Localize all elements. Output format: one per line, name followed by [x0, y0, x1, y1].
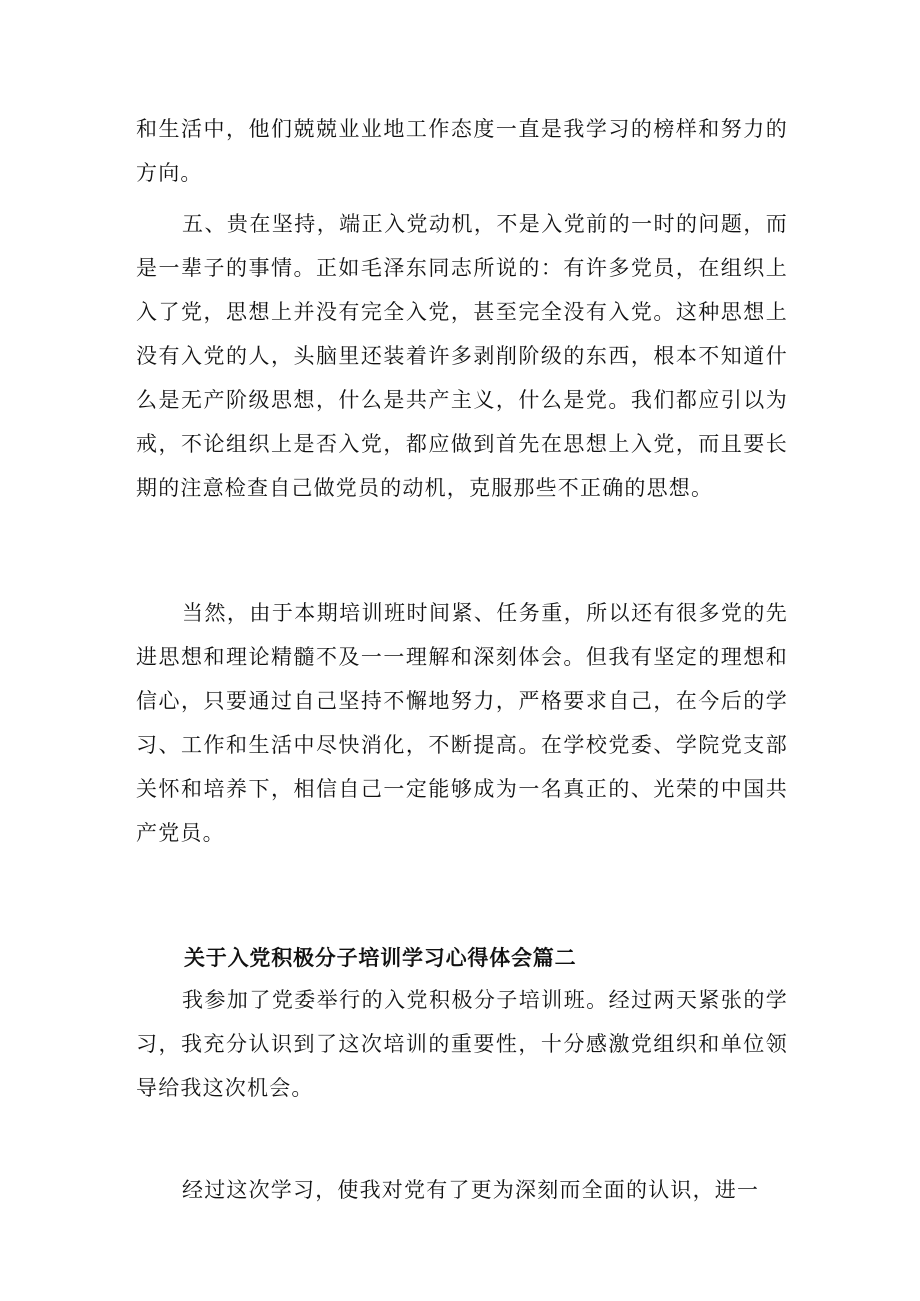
paragraph-continuation: 和生活中，他们兢兢业业地工作态度一直是我学习的榜样和努力的方向。 — [136, 117, 788, 185]
paragraph-part-two-intro: 我参加了党委举行的入党积极分子培训班。经过两天紧张的学习，我充分认识到了这次培训的重要性，十分感激党组织和单位领导给我这次机会。 — [136, 988, 788, 1100]
section-heading: 关于入党积极分子培训学习心得体会篇二 — [184, 946, 577, 970]
paragraph-conclusion: 当然，由于本期培训班时间紧、任务重，所以还有很多党的先进思想和理论精髓不及一一理解和深刻体会。但我有坚定的理想和信心，只要通过自己坚持不懈地努力，严格要求自己，在今后的学习、工作和生活中尽快消化，不断提高。在学校党委、学院党支部关怀和培养下，相信自己一定能够成为一名真正的、光荣的中国共产党员。 — [136, 601, 788, 845]
paragraph-point-five: 五、贵在坚持，端正入党动机，不是入党前的一时的问题，而是一辈子的事情。正如毛泽东同志所说的：有许多党员，在组织上入了党，思想上并没有完全入党，甚至完全没有入党。这种思想上没有入党的人，头脑里还装着许多剥削阶级的东西，根本不知道什么是无产阶级思想，什么是共产主义，什么是党。我们都应引以为戒，不论组织上是否入党，都应做到首先在思想上入党，而且要长期的注意检查自己做党员的动机，克服那些不正确的思想。 — [136, 212, 788, 500]
paragraph-part-two-body: 经过这次学习，使我对党有了更为深刻而全面的认识，进一 — [182, 1178, 760, 1202]
